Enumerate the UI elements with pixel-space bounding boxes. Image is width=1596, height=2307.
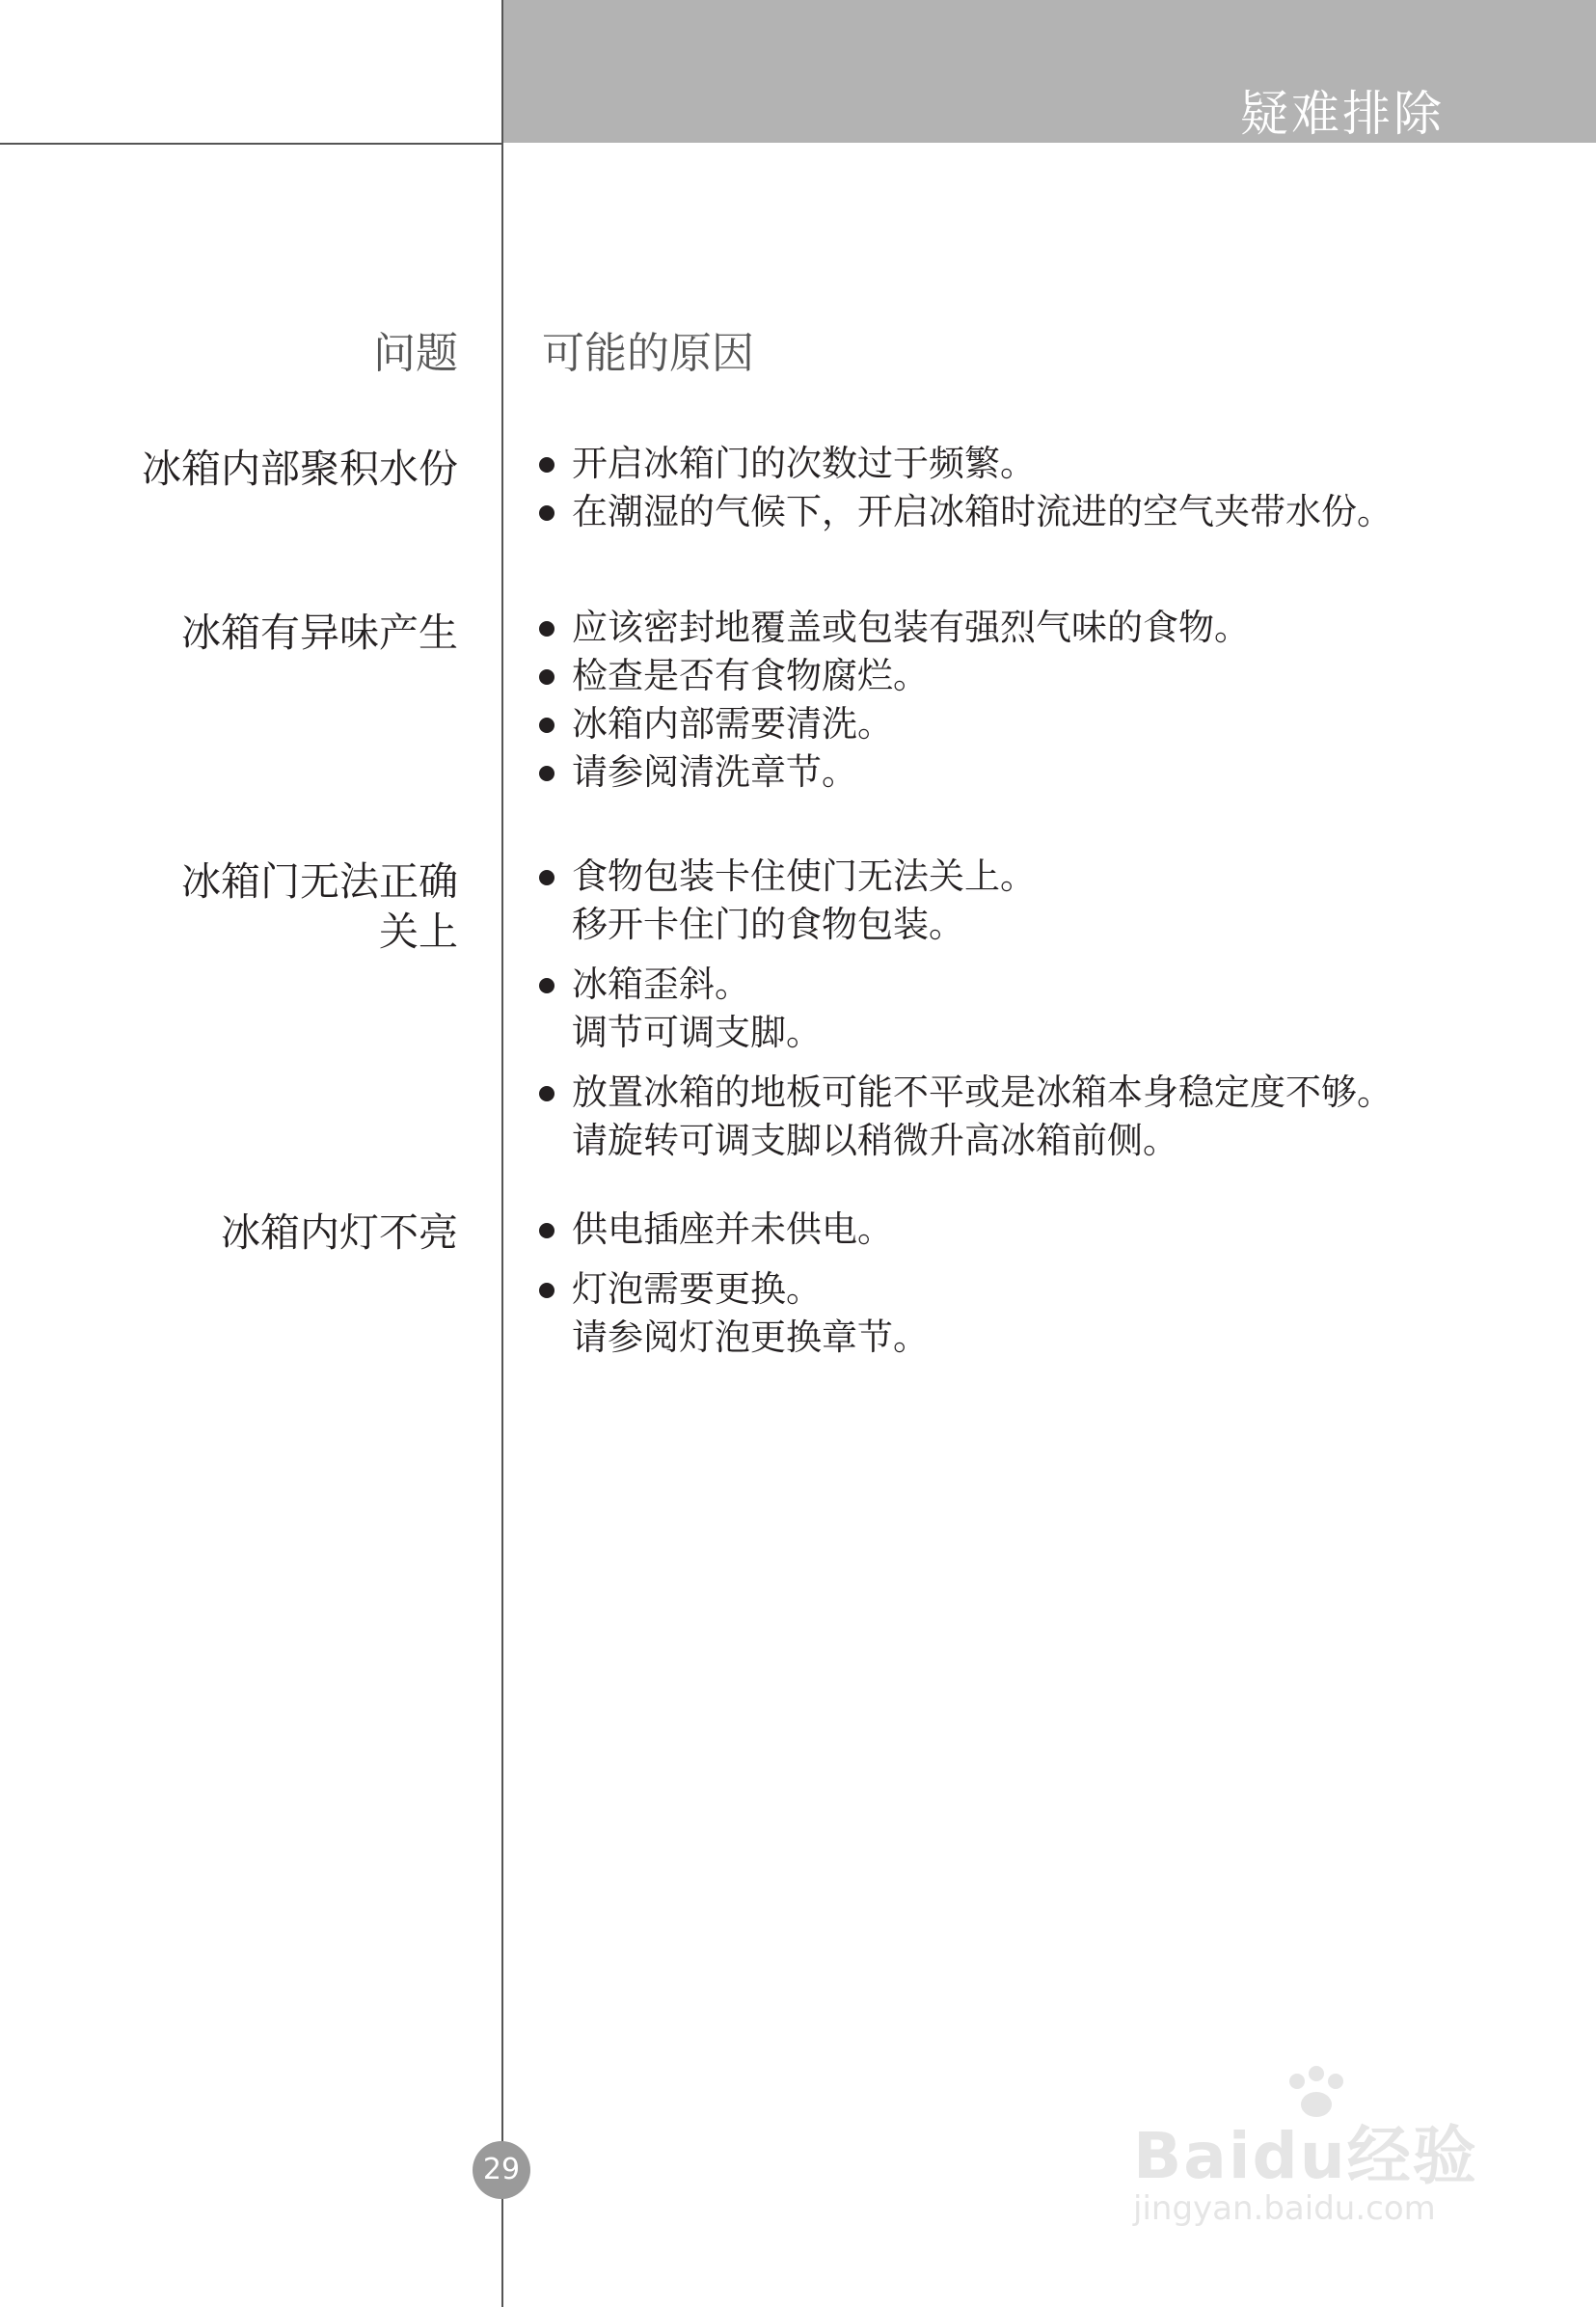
- watermark: [1133, 2064, 1500, 2257]
- cause-remedy: 调节可调支脚。: [572, 1012, 822, 1053]
- cause-remedy: 请旋转可调支脚以稍微升高冰箱前侧。: [572, 1120, 1178, 1161]
- problem-column-heading: 问题: [373, 329, 458, 378]
- cause-item: 冰箱歪斜。: [535, 961, 1393, 1009]
- cause-item: 请参阅清洗章节。: [535, 748, 1250, 797]
- cause-item: 灯泡需要更换。: [535, 1265, 929, 1314]
- causes-light: [535, 1206, 929, 1362]
- watermark-brand: Baidu经验: [1133, 2119, 1478, 2193]
- cause-item: 冰箱内部需要清洗。: [535, 700, 1250, 748]
- causes-door: [535, 853, 1393, 1165]
- watermark-url: jingyan.baidu.com: [1133, 2189, 1436, 2228]
- problem-moisture: 冰箱内部聚积水份: [142, 446, 458, 492]
- cause-item: 供电插座并未供电。: [535, 1206, 929, 1254]
- problem-door-line1: 冰箱门无法正确: [181, 858, 458, 905]
- header-rule: [0, 143, 502, 145]
- causes-odor: [535, 604, 1250, 797]
- problem-light: 冰箱内灯不亮: [221, 1209, 458, 1256]
- problem-door: [181, 856, 458, 957]
- cause-item: 应该密封地覆盖或包装有强烈气味的食物。: [535, 604, 1250, 652]
- cause-column-heading: 可能的原因: [542, 329, 754, 378]
- cause-item: 食物包装卡住使门无法关上。: [535, 853, 1393, 901]
- cause-item: 开启冰箱门的次数过于频繁。: [535, 440, 1393, 488]
- section-title: 疑难排除: [1240, 86, 1445, 142]
- page-number: 29: [473, 2141, 530, 2199]
- cause-item: 检查是否有食物腐烂。: [535, 652, 1250, 700]
- cause-item: 在潮湿的气候下，开启冰箱时流进的空气夹带水份。: [535, 488, 1393, 536]
- column-divider: [501, 0, 503, 2307]
- cause-item: 放置冰箱的地板可能不平或是冰箱本身稳定度不够。: [535, 1069, 1393, 1117]
- cause-remedy: 请参阅灯泡更换章节。: [572, 1316, 929, 1358]
- problem-door-line2: 关上: [379, 909, 458, 955]
- cause-remedy: 移开卡住门的食物包装。: [572, 904, 964, 945]
- causes-moisture: [535, 440, 1393, 536]
- problem-odor: 冰箱有异味产生: [181, 610, 458, 656]
